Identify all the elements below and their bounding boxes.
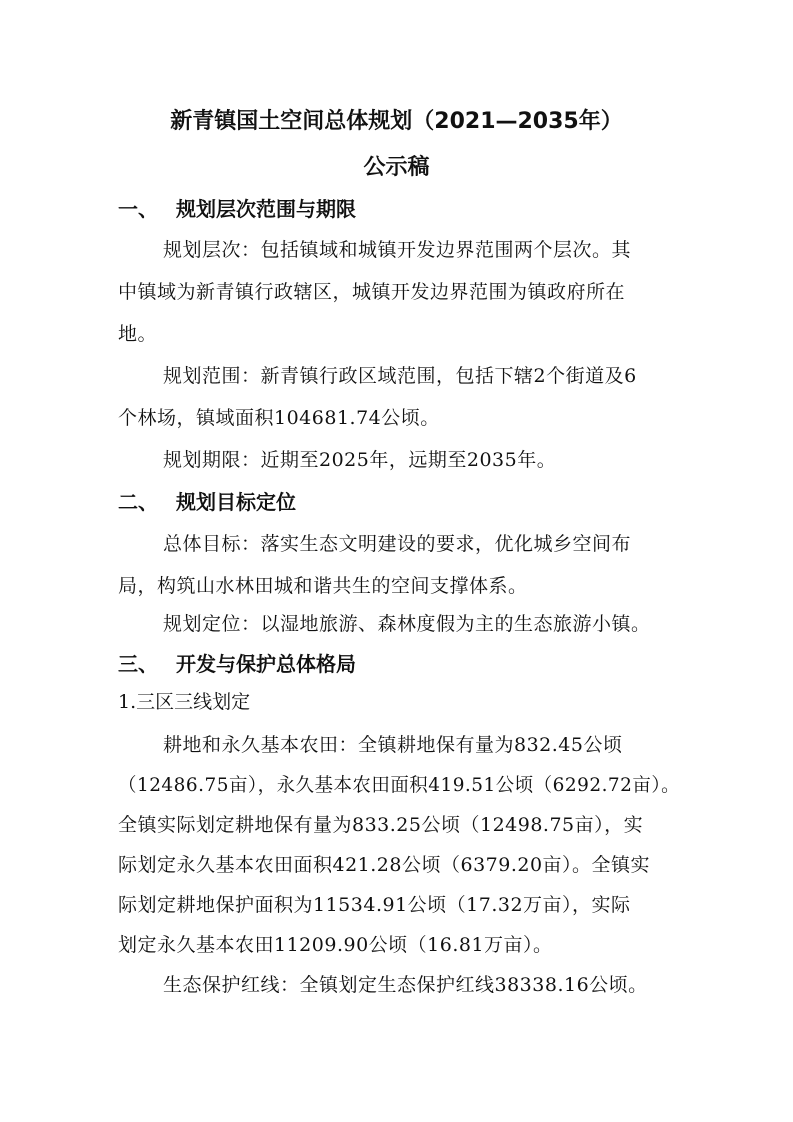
paragraph-line: 局，构筑山水林田城和谐共生的空间支撑体系。 bbox=[118, 575, 528, 597]
paragraph-line: 际划定耕地保护面积为11534.91公顷（17.32万亩），实际 bbox=[118, 894, 631, 916]
paragraph-line: 总体目标：落实生态文明建设的要求，优化城乡空间布 bbox=[163, 533, 632, 555]
paragraph-line: 地。 bbox=[118, 323, 158, 345]
paragraph-line: 规划层次：包括镇域和城镇开发边界范围两个层次。其 bbox=[163, 239, 632, 261]
section-3-title: 开发与保护总体格局 bbox=[176, 652, 356, 676]
paragraph-line: 规划定位：以湿地旅游、森林度假为主的生态旅游小镇。 bbox=[163, 613, 651, 635]
section-1-number: 一、 bbox=[118, 197, 158, 221]
paragraph-line: 规划期限：近期至2025年，远期至2035年。 bbox=[163, 449, 557, 471]
document-title: 新青镇国土空间总体规划（2021—2035年） bbox=[170, 109, 623, 134]
paragraph-line: 耕地和永久基本农田：全镇耕地保有量为832.45公顷 bbox=[163, 734, 623, 756]
paragraph-line: 规划范围：新青镇行政区域范围，包括下辖2个街道及6 bbox=[163, 365, 637, 387]
section-1-heading bbox=[118, 193, 356, 222]
paragraph-line: （12486.75亩），永久基本农田面积419.51公顷（6292.72亩）。 bbox=[118, 774, 681, 796]
section-3-number: 三、 bbox=[118, 652, 158, 676]
subsection-heading: 1.三区三线划定 bbox=[118, 691, 251, 713]
section-3-heading bbox=[118, 648, 356, 677]
section-2-title: 规划目标定位 bbox=[176, 490, 296, 514]
paragraph-line: 划定永久基本农田11209.90公顷（16.81万亩）。 bbox=[118, 934, 553, 956]
paragraph-line: 生态保护红线：全镇划定生态保护红线38338.16公顷。 bbox=[163, 974, 648, 996]
paragraph-line: 个林场，镇域面积104681.74公顷。 bbox=[118, 407, 440, 429]
paragraph-line: 全镇实际划定耕地保有量为833.25公顷（12498.75亩），实 bbox=[118, 814, 644, 836]
section-1-title: 规划层次范围与期限 bbox=[176, 197, 356, 221]
paragraph-line: 际划定永久基本农田面积421.28公顷（6379.20亩）。全镇实 bbox=[118, 854, 651, 876]
document-subtitle: 公示稿 bbox=[363, 155, 430, 180]
paragraph-line: 中镇域为新青镇行政辖区，城镇开发边界范围为镇政府所在 bbox=[118, 281, 626, 303]
section-2-number: 二、 bbox=[118, 490, 158, 514]
section-2-heading bbox=[118, 486, 296, 515]
